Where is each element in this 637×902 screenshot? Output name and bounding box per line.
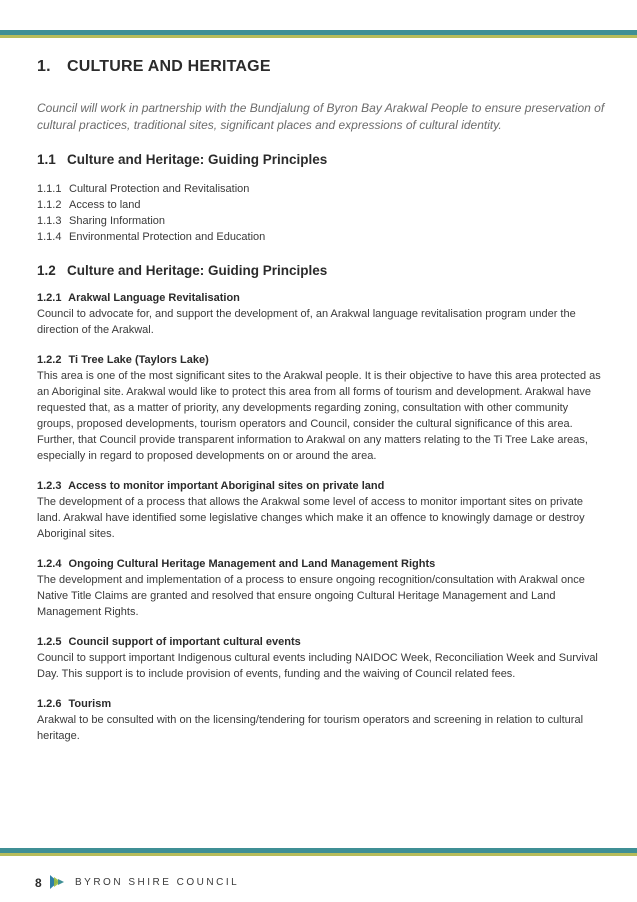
subsection-1-2-6 — [37, 696, 607, 744]
subsection-body: Council to support important Indigenous cultural events including NAIDOC Week, Reconciliation Week and Survival Day. This support is to include provision of events, funding and the waiving of Council related fees. — [37, 652, 598, 680]
section-heading-1-2 — [37, 263, 607, 278]
subsection-body: Arakwal to be consulted with on the licensing/tendering for tourism operators and screening in relation to cultural heritage. — [37, 714, 584, 742]
section-title: Culture and Heritage: Guiding Principles — [67, 152, 328, 167]
guiding-principles-list — [37, 181, 607, 245]
subsection-body: This area is one of the most significant sites to the Arakwal people. It is their objective to have this area protected as an Aboriginal site. Arakwal would like to protect this area from all forms of tourism and development. Arakwal have requested that, as a matter of priority, any developments regarding zoning, consultation with other community groups, proposed developments, tourism operators and Council, consider the cultural significance of this area. Further, that Council provide transparent information to Arakwal on any matters relating to the Ti Tree Lake areas, especially in regard to proposed developments on or around the area. — [37, 370, 601, 462]
document-content — [37, 58, 607, 744]
subsection-title: Tourism — [68, 698, 112, 710]
subsection-1-2-2 — [37, 352, 607, 464]
subsection-heading — [37, 352, 607, 368]
subsection-heading — [37, 556, 607, 572]
subsection-heading — [37, 634, 607, 650]
page-title-number: 1. — [37, 58, 51, 75]
section-number: 1.1 — [37, 152, 56, 167]
subsection-number: 1.2.6 — [37, 698, 62, 710]
subsection-1-2-5 — [37, 634, 607, 682]
subsection-body: The development and implementation of a process to ensure ongoing recognition/consultation with Arakwal once Native Title Claims are granted and resolved that ensure ongoing Cultural Heritage Management and Land Management Rights. — [37, 574, 585, 618]
subsection-1-2-3 — [37, 478, 607, 542]
subsection-1-2-4 — [37, 556, 607, 620]
list-item — [37, 213, 607, 229]
bottom-band-olive — [0, 853, 637, 856]
subsection-title: Ongoing Cultural Heritage Management and Land Management Rights — [68, 558, 436, 570]
subsection-number: 1.2.2 — [37, 354, 62, 366]
list-item — [37, 197, 607, 213]
subsection-body: Council to advocate for, and support the development of, an Arakwal language revitalisation program under the direction of the Arakwal. — [37, 308, 576, 336]
list-item — [37, 181, 607, 197]
section-number: 1.2 — [37, 263, 56, 278]
subsection-heading — [37, 290, 607, 306]
intro-paragraph: Council will work in partnership with the Bundjalung of Byron Bay Arakwal People to ensure preservation of cultural practices, traditional sites, significant places and expressions of cultural identity. — [37, 101, 605, 132]
list-item-number: 1.1.2 — [37, 199, 62, 211]
subsection-1-2-1 — [37, 290, 607, 338]
list-item-text: Sharing Information — [69, 215, 165, 227]
section-heading-1-1 — [37, 152, 607, 167]
subsection-number: 1.2.4 — [37, 558, 62, 570]
subsection-title: Ti Tree Lake (Taylors Lake) — [68, 354, 209, 366]
top-band — [0, 30, 637, 38]
list-item — [37, 229, 607, 245]
list-item-number: 1.1.1 — [37, 183, 62, 195]
page-number: 8 — [35, 876, 42, 890]
subsection-title: Access to monitor important Aboriginal sites on private land — [68, 480, 385, 492]
bottom-band — [0, 848, 637, 856]
subsection-number: 1.2.3 — [37, 480, 62, 492]
list-item-number: 1.1.4 — [37, 231, 62, 243]
list-item-number: 1.1.3 — [37, 215, 62, 227]
page-title — [37, 58, 607, 76]
subsection-heading — [37, 478, 607, 494]
page-title-text: CULTURE AND HERITAGE — [67, 58, 271, 75]
list-item-text: Cultural Protection and Revitalisation — [69, 183, 250, 195]
subsection-number: 1.2.5 — [37, 636, 62, 648]
subsection-title: Arakwal Language Revitalisation — [68, 292, 240, 304]
subsection-title: Council support of important cultural events — [68, 636, 301, 648]
section-title: Culture and Heritage: Guiding Principles — [67, 263, 328, 278]
list-item-text: Environmental Protection and Education — [69, 231, 266, 243]
byron-shire-logo-icon — [49, 874, 65, 890]
subsection-number: 1.2.1 — [37, 292, 62, 304]
list-item-text: Access to land — [69, 199, 141, 211]
organisation-name: BYRON SHIRE COUNCIL — [75, 877, 240, 888]
top-band-olive — [0, 35, 637, 38]
subsection-heading — [37, 696, 607, 712]
subsection-body: The development of a process that allows the Arakwal some level of access to monitor important sites on private land. Arakwal have identified some legislative changes which make it an offence to knowingly damage or destroy Aboriginal sites. — [37, 496, 585, 540]
